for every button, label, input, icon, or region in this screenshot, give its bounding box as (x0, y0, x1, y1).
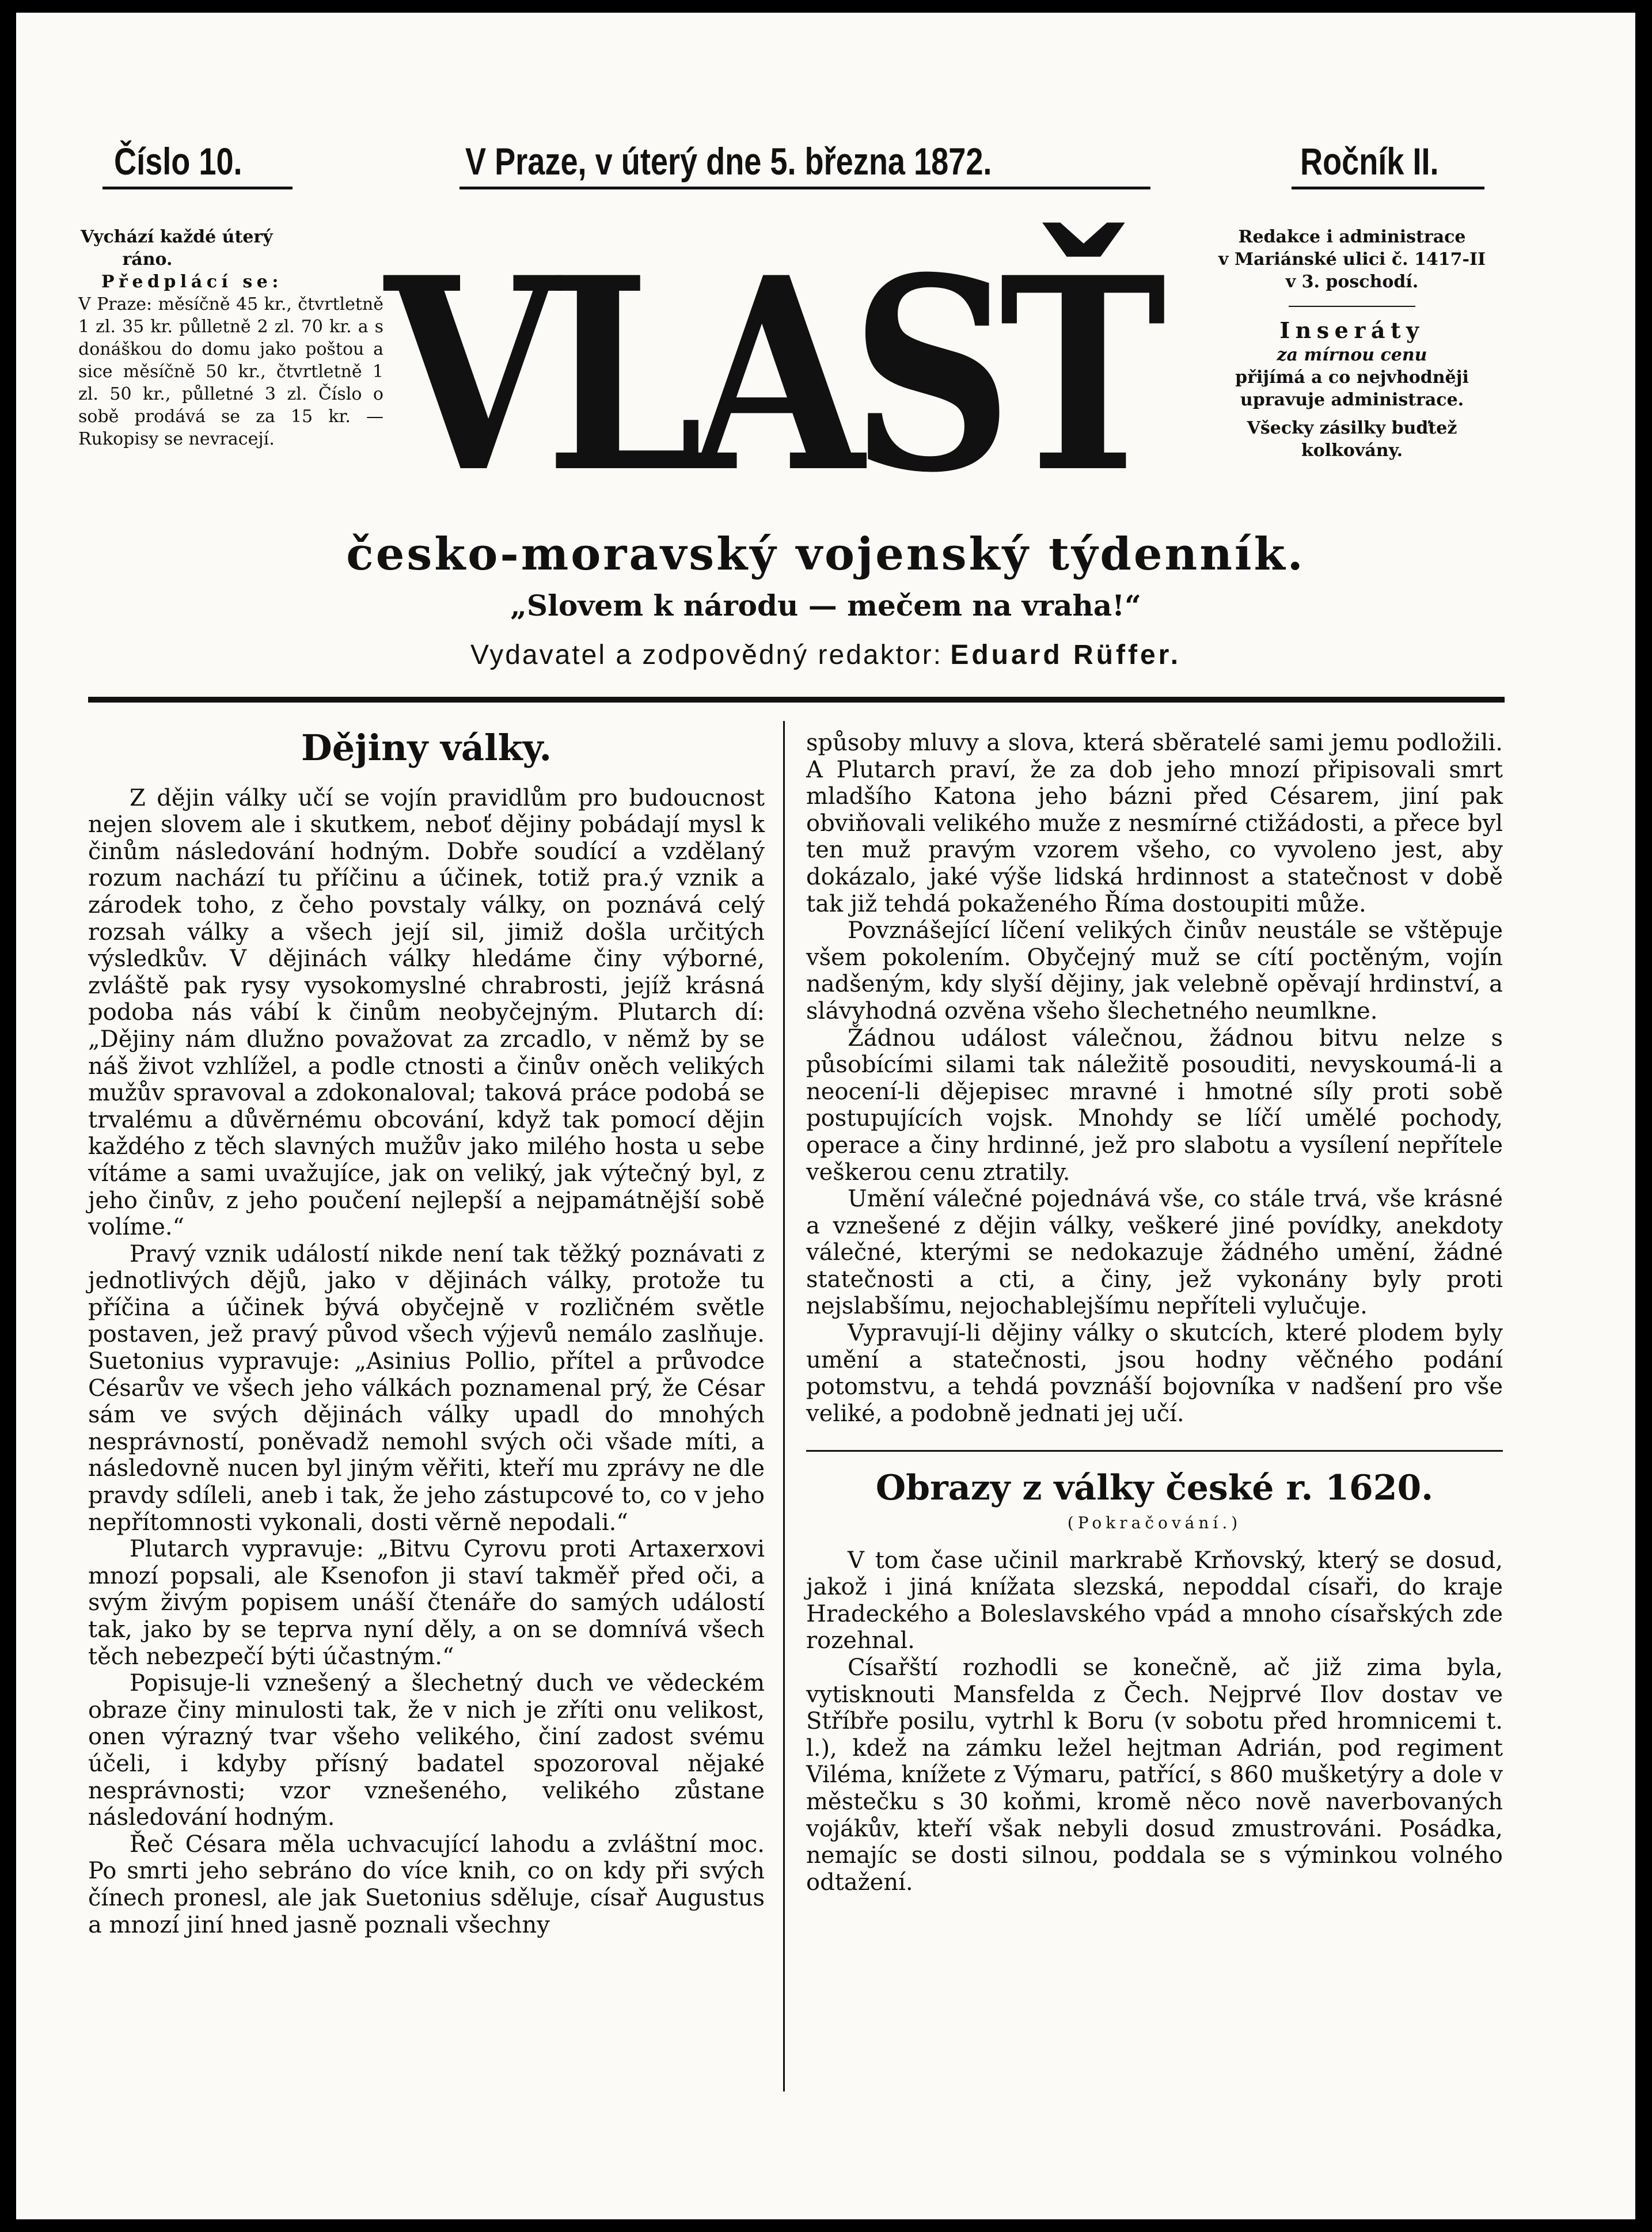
editorial-office: Redakce i administrace (1238, 227, 1466, 247)
subscription-info (78, 226, 383, 450)
masthead-title: VLASŤ (385, 219, 1153, 531)
subtitle: česko-moravský vojenský týdenník. (346, 528, 1305, 580)
editorial-floor: v 3. poschodí. (1285, 272, 1419, 292)
article-title-obrazy: Obrazy z války české r. 1620. (875, 1468, 1434, 1509)
volume-underline (1292, 187, 1484, 189)
ads-title: Inseráty (1279, 317, 1425, 343)
publication-schedule: Vychází každé úterý (81, 227, 273, 247)
article-paragraph: Žádnou událost válečnou, žádnou bitvu nelze s působícími silami tak náležitě posouditi, nevyskoumá-li a neocení-li dějepisec mravné i hmotné síly proti sobě postupujících vojsk. Mnohdy se líčí umělé pochody, operace a činy hrdinné, jež pro slabotu a vysílení nepřítele veškerou cenu ztratily. (806, 1024, 1503, 1186)
subscription-prices: V Praze: měsíčně 45 kr., čtvrtletně 1 zl. 35 kr. půlletně 2 zl. 70 kr. a s donáškou do domu jako poštou a sice měsíčně 50 kr., čtvrtletně 1 zl. 50 kr., půlletné 3 zl. Číslo o sobě prodává se za 15 kr. — Rukopisy se nevracejí. (78, 294, 383, 449)
article-divider (806, 1450, 1503, 1452)
editorial-info (1202, 226, 1502, 462)
article-paragraph: Popisuje-li vznešený a šlechetný duch ve vědeckém obraze činy minulosti tak, že v nich je zříti onu velikost, onen výrazný tvar všeho velikého, činí zadost svému účeli, i kdyby přísný badatel spozoroval nějaké nesprávnosti; vzor vznešeného, velikého zůstane následování hodným. (88, 1670, 765, 1831)
editorial-address: v Mariánské ulici č. 1417-II (1218, 249, 1486, 269)
left-column (88, 721, 765, 1938)
editorial-divider (1289, 306, 1415, 307)
date-line: V Praze, v úterý dne 5. března 1872. (465, 140, 992, 183)
subscription-label: Předplácí se: (101, 272, 283, 292)
article-paragraph: Povznášející líčení velikých činův neustále se vštěpuje všem pokolením. Obyčejný muž se cítí poctěným, vojín nadšeným, kdy slyší dějiny, jak velebně opěvají hrdinství, a slávyhodná ozvěna všeho šlechetného neumlkne. (806, 917, 1503, 1024)
mail-note-2: kolkovány. (1301, 441, 1403, 461)
article-paragraph: Pravý vznik událostí nikde není tak těžký poznávati z jednotlivých dějů, jako v dějinách války, protože tu příčina a účinek bývá obyčejně v rozličném světle postaven, jež pravý původ všech výjevů nemálo zaslňuje. Suetonius vypravuje: „Asinius Pollio, přítel a průvodce Césarův ve všech jeho válkách poznamenal prý, že César sám ve svých dějinách války upadl do mnohých nesprávností, poněvadž nemohl svých oči všade míti, a následovně nucen byl jiným věřiti, kteří mu zprávy ne dle pravdy sdíleli, aneb i tak, že jeho zástupcové to, co v jeho nepřítomnosti vykonali, dosti věrně nepodali.“ (88, 1240, 765, 1536)
publisher-line (16, 639, 1635, 671)
article-paragraph: Z dějin války učí se vojín pravidlům pro budoucnost nejen slovem ale i skutkem, neboť dějiny pobádají mysl k činům následování hodným. Dobře soudící a vzdělaný rozum nachází tu příčinu a účinek, totiž pra.ý vznik a zárodek toho, z čeho povstaly války, on poznává celý rozsah války a všech její sil, jimiž došla určitých výsledkův. V dějinách války hledáme činy výborné, zvláště pak rysy vysokomyslné chrabrosti, jejíž krásná podoba nás vábí k činům neobyčejným. Plutarch dí: „Dějiny nám dlužno považovat za zrcadlo, v němž by se náš život vzhlížel, a podle ctnosti a činův oněch velikých mužův spravoval a zdokonaloval; taková práce podobá se trvalému a důvěrnému obcování, když tak pomocí dějin každého z těch slavných mužův jako milého hosta u sebe vítáme a sami uvažujíce, jak on veliký, jak výtečný byl, z jeho činův, z jeho poučení nejlepší a nejpamátnější sobě volíme.“ (88, 784, 765, 1241)
article-paragraph: V tom čase učinil markrabě Krňovský, který se dosud, jakož i jiná knížata slezská, nepoddal císaři, do kraje Hradeckého a Boleslavského vpád a mnoho císařských zde rozehnal. (806, 1547, 1503, 1654)
article-title-dejiny: Dějiny války. (301, 727, 552, 769)
article-paragraph: Plutarch vypravuje: „Bitvu Cyrovu proti Artaxerxovi mnozí popsali, ale Ksenofon ji staví takměř před oči, a svým živým popisem unáší čtenáře do samých událostí tak, jako by se teprva nyní děly, a on se domnívá všech těch nebezpečí býti účastným.“ (88, 1536, 765, 1670)
publication-schedule-2: ráno. (122, 249, 173, 269)
mail-note-1: Všecky zásilky buďtež (1247, 418, 1457, 438)
publisher-label: Vydavatel a zodpovědný redaktor: (470, 640, 943, 670)
article-paragraph: Umění válečné pojednává vše, co stále trvá, vše krásné a vznešené z dějin války, veškeré jiné povídky, anekdoty válečné, kterými se nedokazuje žádného umění, žádné statečnosti a cti, a činy, jež vykonány byly proti nejslabšímu, nejochablejšímu nepříteli vylučuje. (806, 1186, 1503, 1320)
date-underline (459, 187, 1150, 189)
publisher-name: Eduard Rüffer. (950, 640, 1182, 670)
continuation-note: (Pokračování.) (1067, 1513, 1242, 1533)
article-paragraph: Řeč Césara měla uchvacující lahodu a zvláštní moc. Po smrti jeho sebráno do více knih, co on kdy při svých čínech pronesl, ale jak Suetonius sděluje, císař Augustus a mnozí jiní hned jasně poznali všechny (88, 1831, 765, 1938)
issue-underline (102, 187, 293, 189)
issue-number: Číslo 10. (114, 140, 242, 183)
motto: „Slovem k národu — mečem na vraha!“ (510, 589, 1141, 622)
right-column (806, 730, 1503, 1896)
article-paragraph: Vypravují-li dějiny války o skutcích, které plodem byly umění a statečnosti, jsou hodny věčného podání potomstvu, a tehdá povznáší bojovníka v nadšení pro vše veliké, a podobně jednati jej učí. (806, 1320, 1503, 1427)
ads-line-3: upravuje administrace. (1240, 390, 1464, 410)
ads-line-2: přijímá a co nejvhodněji (1235, 367, 1469, 388)
article-paragraph: Císařští rozhodli se konečně, ač již zima byla, vytisknouti Mansfelda z Čech. Nejprvé Ilov dostav ve Stříbře posilu, vytrhl k Boru (v sobotu před hromnicemi t. l.), kdež na zámku ležel hejtman Adrián, pod regiment Viléma, knížete z Výmaru, patřící, s 860 mušketýry a dole v městečku s 30 koňmi, kromě něco nově naverbovaných vojákův, kteří však nebyli dosud zmustrováni. Posádka, nemajíc se dosti silnou, poddala se s výminkou volného odtažení. (806, 1654, 1503, 1896)
masthead-divider (88, 697, 1505, 703)
article-paragraph: spůsoby mluvy a slova, která sběratelé sami jemu podložili. A Plutarch praví, že za dob jeho mnozí připisovali smrt mladšího Katona jeho bázni před Césarem, jiní pak obviňovali velikého muže z nesmírné ctižádosti, a přece byl ten muž pravým vzorem všeho, co vyvoleno jest, aby dokázalo, jaké výše lidská hrdinnost a statečnost v době tak již tehdá pokaženého Říma dostoupiti může. (806, 730, 1503, 917)
ads-line-1: za mírnou cenu (1277, 345, 1427, 365)
volume-number: Ročník II. (1300, 140, 1439, 183)
newspaper-page (16, 13, 1635, 2219)
column-divider (783, 721, 785, 2091)
